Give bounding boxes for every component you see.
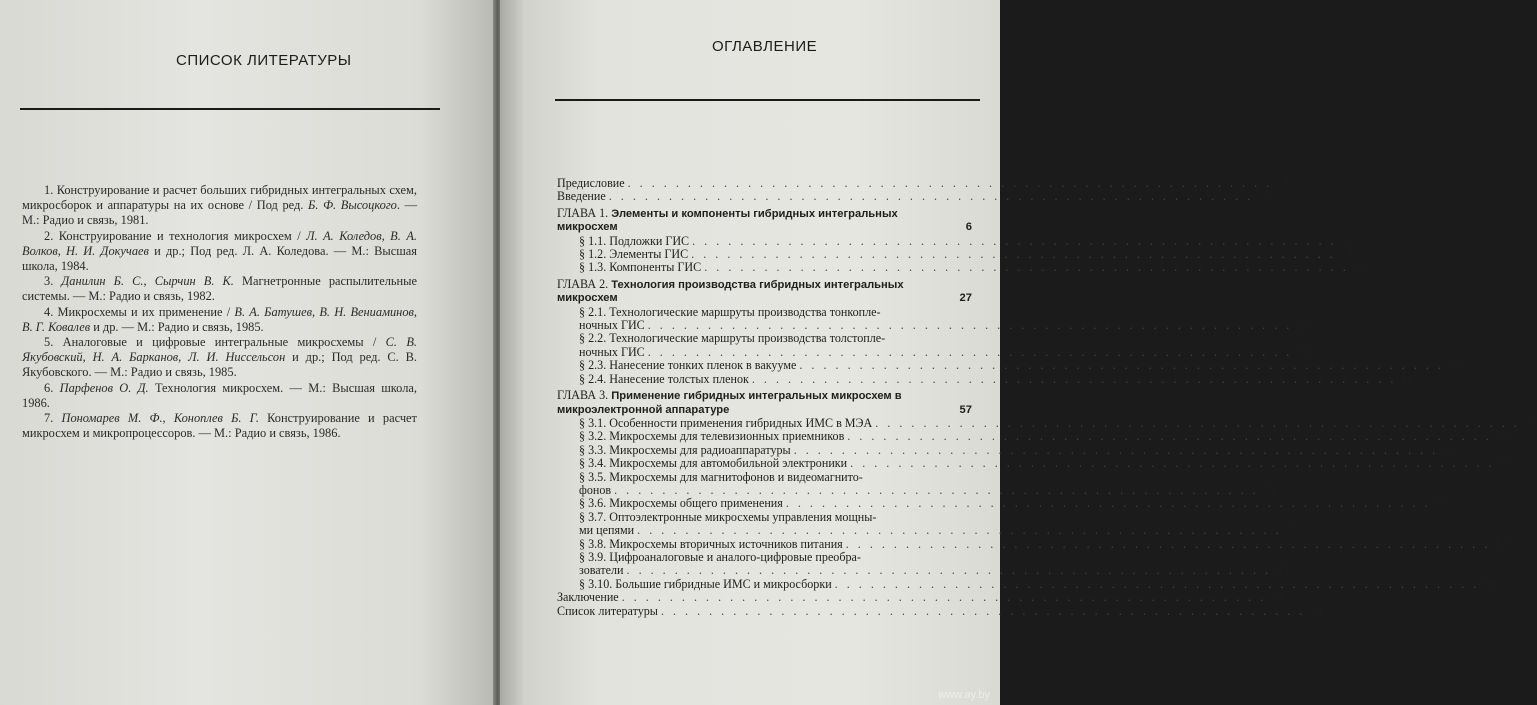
toc-entry-intro: Введение . . . 5 <box>557 190 972 203</box>
reference-item: 4. Микросхемы и их применение / В. А. Батушев, В. Н. Вениаминов, В. Г. Ковалев и др. — М.: Радио и связь, 1985. <box>22 304 417 334</box>
toc-section: § 1.1. Подложки ГИС . . . 6 <box>557 235 972 248</box>
toc-section: ми цепями . . . 77 <box>557 524 972 537</box>
toc-section: § 2.1. Технологические маршруты производства тонкопле- <box>579 304 881 319</box>
reference-item: 7. Пономарев М. Ф., Коноплев Б. Г. Конструирование и расчет микросхем и микропроцессоров. — М.: Радио и связь, 1986. <box>22 411 417 441</box>
heading-rule <box>555 99 980 101</box>
heading-rule <box>20 108 440 110</box>
toc-heading: ОГЛАВЛЕНИЕ <box>712 38 818 55</box>
reference-list <box>22 183 417 441</box>
toc-section: зователи . . . 83 <box>557 564 972 577</box>
toc-entry-bibliography: Список литературы . . . 94 <box>557 605 972 618</box>
reference-item: 3. Данилин Б. С., Сырчин В. К. Магнетронные распылительные системы. — М.: Радио и связь, 1982. <box>22 274 417 304</box>
toc-chapter-2: ГЛАВА 2. Технология производства гибридных интегральных микросхем 27 <box>557 276 972 305</box>
toc-section: § 3.2. Микросхемы для телевизионных приемников . . . 59 <box>557 430 972 443</box>
reference-item: 1. Конструирование и расчет больших гибридных интегральных схем, микросборок и аппаратуры на их основе / Под ред. Б. Ф. Высоцкого. — М.: Радио и связь, 1981. <box>22 183 417 228</box>
toc-section: § 2.3. Нанесение тонких пленок в вакууме . . . 37 <box>557 359 972 372</box>
reference-item: 2. Конструирование и технология микросхем / Л. А. Коледов, В. А. Волков, Н. И. Докучаев и др.; Под ред. Л. А. Коледова. — М.: Высшая школа, 1984. <box>22 228 417 274</box>
toc-section: § 3.7. Оптоэлектронные микросхемы управления мощны- <box>579 509 877 524</box>
toc-section: фонов . . . 71 <box>557 484 972 497</box>
toc-chapter-3: ГЛАВА 3. Применение гибридных интегральных микросхем в микроэлектронной аппаратуре 57 <box>557 388 972 416</box>
toc-section: § 3.1. Особенности применения гибридных ИМС в МЭА . . . 57 <box>557 417 972 430</box>
reference-item: 6. Парфенов О. Д. Технология микросхем. — М.: Высшая школа, 1986. <box>22 380 417 410</box>
toc-section: ночных ГИС . . . 27 <box>557 319 972 332</box>
toc-section: § 3.10. Большие гибридные ИМС и микросборки . . . 89 <box>557 578 972 591</box>
toc-section: § 2.2. Технологические маршруты производства толстопле- <box>579 331 886 346</box>
toc-section: § 1.2. Элементы ГИС . . . 8 <box>557 248 972 261</box>
toc-section: ночных ГИС . . . 36 <box>557 346 972 359</box>
toc-section: § 3.8. Микросхемы вторичных источников питания . . . 82 <box>557 538 972 551</box>
toc-section: § 1.3. Компоненты ГИС . . . 26 <box>557 261 972 274</box>
toc-chapter-1: ГЛАВА 1. Элементы и компоненты гибридных интегральных микросхем 6 <box>557 205 972 234</box>
reference-item: 5. Аналоговые и цифровые интегральные микросхемы / С. В. Якубовский, Н. А. Барканов, Л. И. Ниссельсон и др.; Под ред. С. В. Якубовского. — М.: Радио и связь, 1985. <box>22 335 417 380</box>
toc-entry-conclusion: Заключение . . . 93 <box>557 591 972 604</box>
toc-section: § 3.9. Цифроаналоговые и аналого-цифровые преобра- <box>579 549 861 564</box>
site-watermark: www.ay.by <box>938 689 990 701</box>
toc-section: § 3.6. Микросхемы общего применения . . . 73 <box>557 497 972 510</box>
toc-section: § 3.5. Микросхемы для магнитофонов и видеомагнито- <box>579 469 863 484</box>
toc-section: § 3.3. Микросхемы для радиоаппаратуры . . . 64 <box>557 444 972 457</box>
toc-section: § 2.4. Нанесение толстых пленок . . . 48 <box>557 373 972 386</box>
table-of-contents <box>557 176 1537 618</box>
toc-section: § 3.4. Микросхемы для автомобильной электроники . . . 67 <box>557 457 972 470</box>
bibliography-heading: СПИСОК ЛИТЕРАТУРЫ <box>176 52 352 69</box>
toc-entry-preface: Предисловие . . . 3 <box>557 177 972 190</box>
left-page <box>0 0 495 705</box>
